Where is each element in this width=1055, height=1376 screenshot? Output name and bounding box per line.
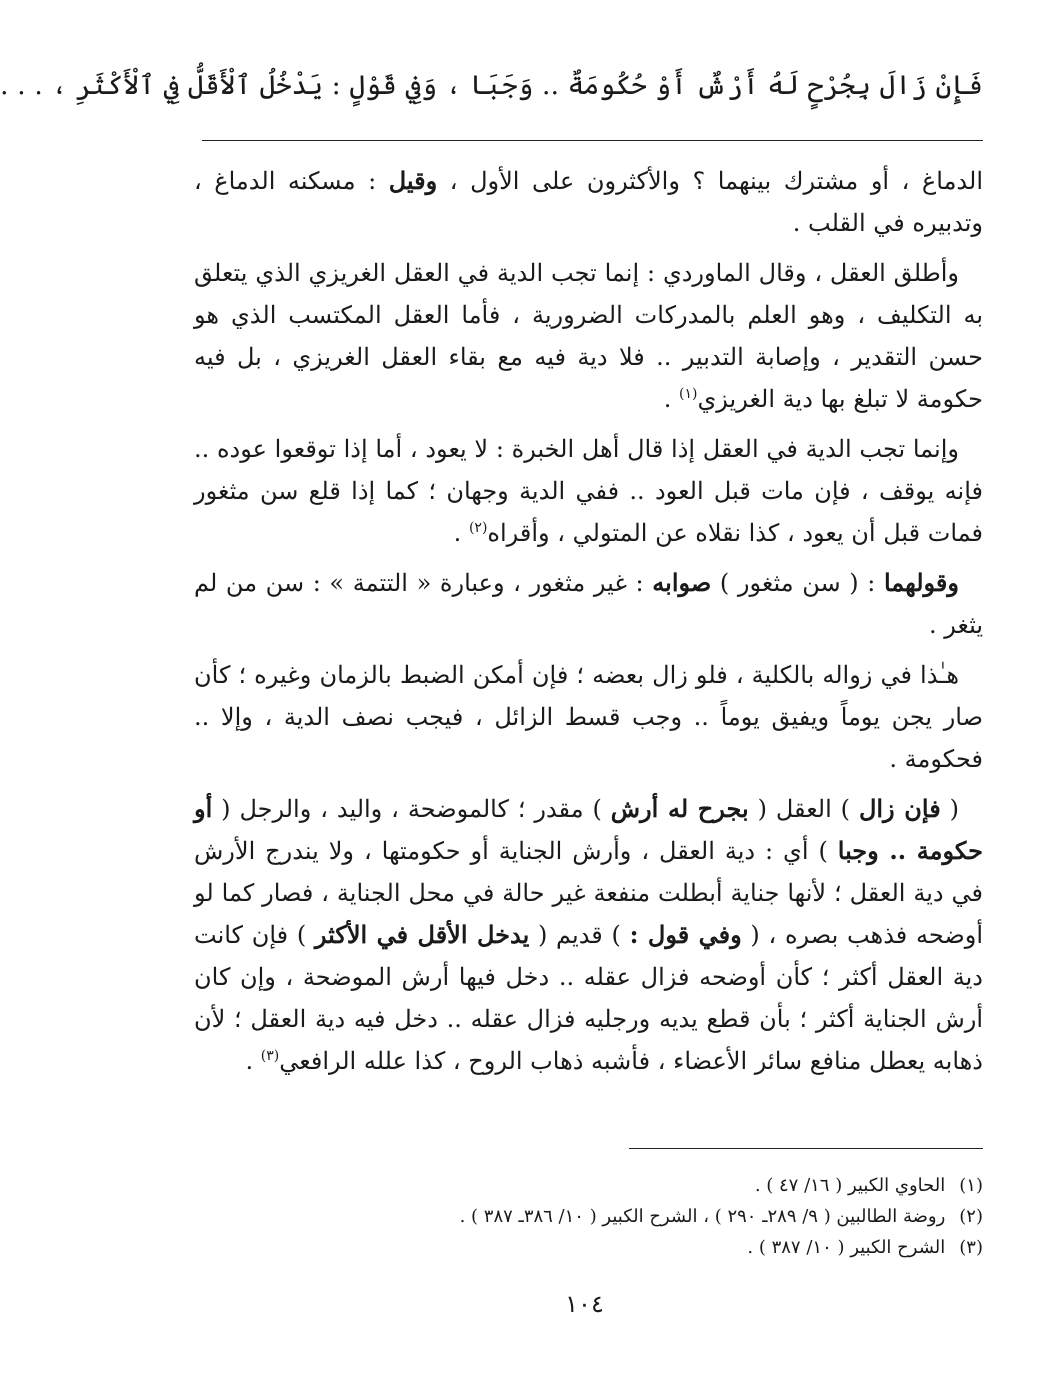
paragraph-text: الدماغ ، أو مشترك بينهما ؟ والأكثرون على الأول ، bbox=[437, 167, 983, 195]
paragraph-text: : غير مثغور ، وعبارة « التتمة » : سن من لم يثغر . bbox=[194, 569, 983, 639]
matn-quote: فإن زال bbox=[858, 794, 941, 823]
footnote-marker: (٣) bbox=[260, 1048, 280, 1064]
footnote-text: روضة الطالبين ( ٩/ ٢٨٩ـ ٢٩٠ ) ، الشرح الكبير ( ١٠/ ٣٨٦ـ ٣٨٧ ) . bbox=[459, 1206, 946, 1227]
matn-quote: وقيل bbox=[388, 166, 438, 195]
page-number: ١٠٤ bbox=[565, 1290, 604, 1318]
footnote-number: (٣) bbox=[959, 1237, 983, 1258]
commentary-paragraph bbox=[194, 654, 983, 780]
footnote-number: (٢) bbox=[959, 1206, 983, 1227]
matn-quote: وقولهما bbox=[883, 568, 959, 597]
paragraph-text: ) فإن كانت دية العقل أكثر ؛ كأن أوضحه فزال عقله .. دخل فيها أرش الموضحة ، وإن كان أرش الجناية أكثر ؛ بأن قطع يديه ورجليه فزال عقله .. دخل فيه دية العقل ؛ لأن ذهابه يعطل منافع سائر الأعضاء ، فأشبه ذهاب الروح ، كذا علله الرافعي bbox=[194, 921, 983, 1075]
paragraph-text: ) أي : دية العقل ، وأرش الجناية أو حكومتها ، ولا يندرج الأرش في دية العقل ؛ لأنها جناية أبطلت منفعة غير حالة في محل الجناية ، فصار كما لو أوضحه فذهب بصره ، ( bbox=[194, 837, 983, 949]
commentary-paragraph bbox=[194, 562, 983, 646]
commentary-paragraph bbox=[194, 428, 983, 554]
paragraph-text: ) قديم ( bbox=[529, 921, 630, 949]
commentary-paragraph bbox=[194, 252, 983, 420]
paragraph-text: . bbox=[453, 519, 469, 547]
commentary-paragraph bbox=[194, 788, 983, 1082]
paragraph-text: ( bbox=[940, 795, 959, 823]
matn-quote: يدخل الأقل في الأكثر bbox=[314, 920, 530, 949]
paragraph-text: : ( سن مثغور ) bbox=[711, 569, 884, 597]
matn-quote: بجرح له أرش bbox=[610, 794, 749, 823]
commentary-body bbox=[194, 160, 983, 1090]
paragraph-text: ) العقل ( bbox=[748, 795, 859, 823]
paragraph-text: ) مقدر ؛ كالموضحة ، واليد ، والرجل ( bbox=[212, 795, 611, 823]
paragraph-text: . bbox=[245, 1047, 261, 1075]
footnote-item bbox=[194, 1232, 983, 1263]
footnote-marker: (٢) bbox=[468, 520, 488, 536]
paragraph-text: وأطلق العقل ، وقال الماوردي : إنما تجب الدية في العقل الغريزي الذي يتعلق به التكليف ، وهو العلم بالمدركات الضرورية ، فأما العقل المكتسب الذي هو حسن التقدير ، وإصابة التدبير .. فلا دية فيه مع بقاء العقل الغريزي ، بل فيه حكومة لا تبلغ بها دية الغريزي bbox=[194, 259, 983, 413]
footnote-text: الحاوي الكبير ( ١٦/ ٤٧ ) . bbox=[754, 1175, 946, 1196]
paragraph-text: . bbox=[663, 385, 680, 413]
footnote-marker: (١) bbox=[679, 386, 698, 402]
paragraph-text: : مسكنه الدماغ ، وتدبيره في القلب . bbox=[194, 167, 983, 237]
commentary-paragraph bbox=[194, 160, 983, 244]
footnotes bbox=[194, 1170, 983, 1263]
paragraph-text: هـٰذا في زواله بالكلية ، فلو زال بعضه ؛ فإن أمكن الضبط بالزمان وغيره ؛ كأن صار يجن يوماً ويفيق يوماً .. وجب قسط الزائل ، فيجب نصف الدية ، وإلا .. فحكومة . bbox=[194, 661, 983, 773]
matn-quote: أو حكومة .. وجبا bbox=[194, 794, 983, 865]
matn-quote: صوابه bbox=[652, 568, 712, 597]
footnote-text: الشرح الكبير ( ١٠/ ٣٨٧ ) . bbox=[747, 1237, 946, 1258]
paragraph-text: وإنما تجب الدية في العقل إذا قال أهل الخبرة : لا يعود ، أما إذا توقعوا عوده .. فإنه يوقف ، فإن مات قبل العود .. ففي الدية وجهان ؛ كما إذا قلع سن مثغور فمات قبل أن يعود ، كذا نقلاه عن المتولي ، وأقراه bbox=[194, 435, 983, 547]
matn-quote: وفي قول : bbox=[629, 920, 742, 949]
matn-separator-rule bbox=[202, 140, 983, 141]
footnote-number: (١) bbox=[959, 1175, 983, 1196]
footnote-item bbox=[194, 1170, 983, 1201]
footnote-item bbox=[194, 1201, 983, 1232]
footnote-separator-rule bbox=[629, 1148, 983, 1149]
matn-text-line: فَإِنْ زَالَ بِجُرْحٍ لَهُ أَرْشٌ أَوْ حُكُومَةٌ .. وَجَبَا ، وَفِي قَوْلٍ : يَدْخُلُ ٱلْأَقَلُّ فِي ٱلْأَكْثَرِ ، . . . bbox=[0, 70, 983, 101]
